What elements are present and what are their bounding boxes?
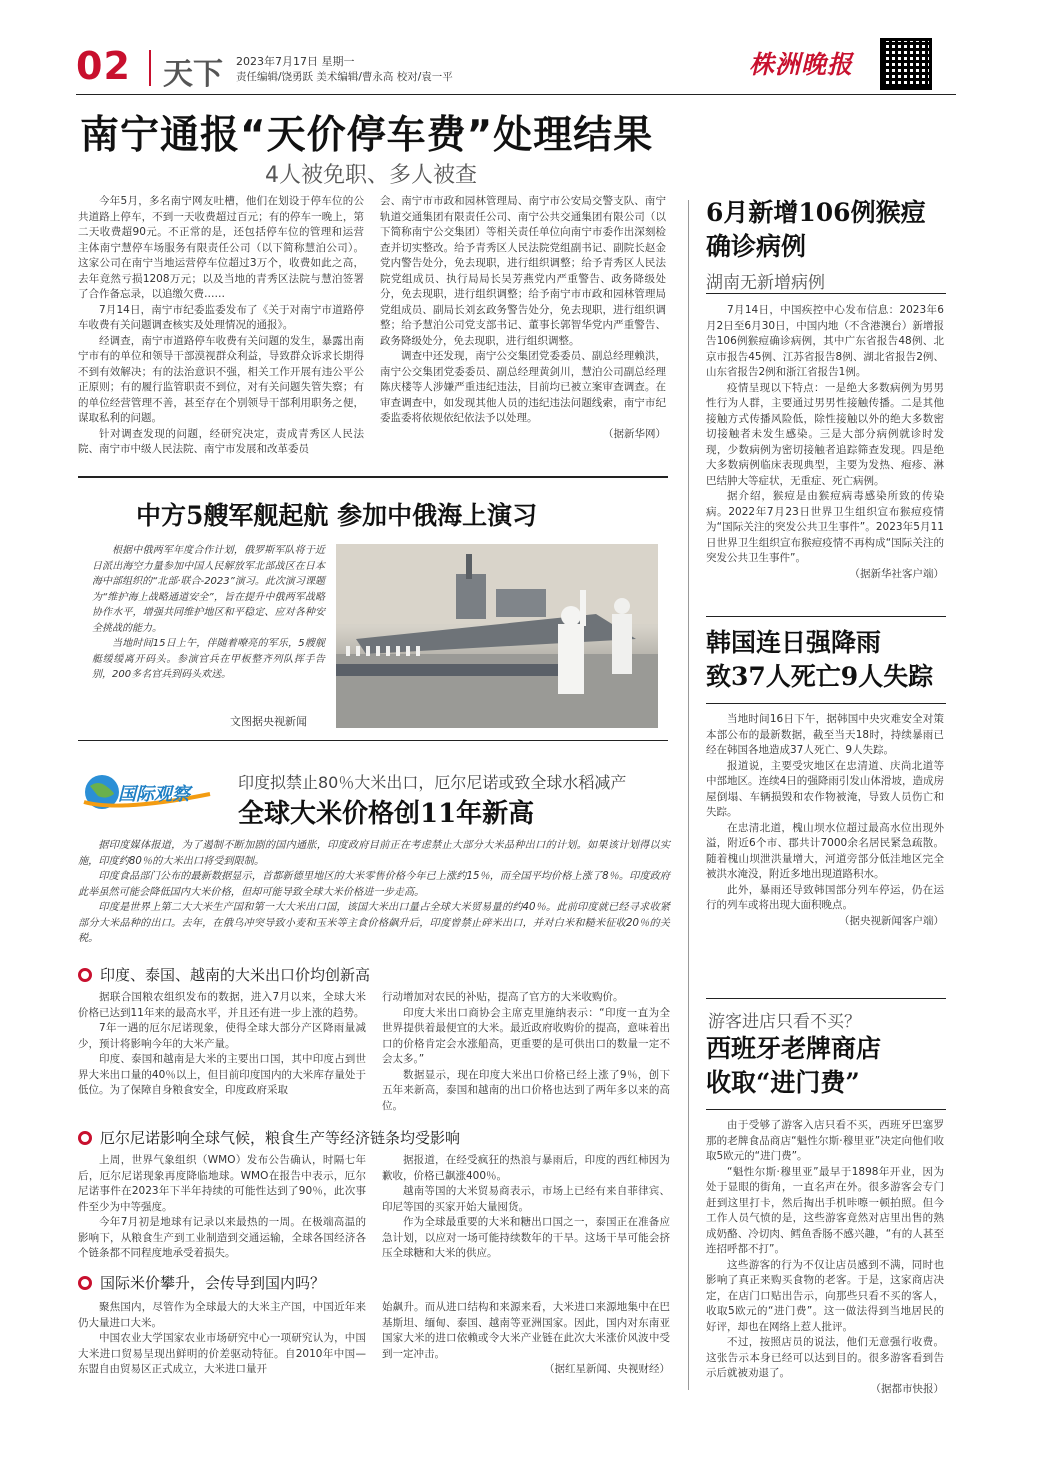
warship-body xyxy=(92,543,325,683)
badge-label: 国际观察 xyxy=(118,784,190,805)
rice-subheading-text: 国际米价攀升，会传导到国内吗？ xyxy=(100,1274,326,1292)
lead-source: （据新华网） xyxy=(603,427,666,440)
korea-paragraph: 报道说，主要受灾地区在忠清道、庆尚北道等中部地区。连续4日的强降雨引发山体滑坡，造成房屋倒塌、车辆损毁和农作物被淹，导致人员伤亡和失踪。 xyxy=(706,759,944,818)
rule xyxy=(706,998,946,999)
rice-paragraph: 行动增加对农民的补贴，提高了官方的大米收购价。 xyxy=(382,991,624,1003)
warship-title: 中方5艘军舰起航 参加中俄海上演习 xyxy=(136,501,538,530)
monkeypox-body xyxy=(706,303,944,582)
lead-paragraph: 经调查，南宁市道路停车收费有关问题的发生，暴露出南宁市有的单位和领导干部漠视群众利益，导致群众诉求长期得不到有效解决；有的法治意识不强，相关工作开展有违公平公正原则；有的履行监管职责不到位，对有关问题失管失察；有的单位经营管理不善，甚至存在个别领导干部利用职务之便，谋取私利的问题。 xyxy=(78,334,364,424)
monkeypox-paragraph: 疫情呈现以下特点：一是绝大多数病例为男男性行为人群，主要通过男男性接触传播。二是其他接触方式传播风险低，除性接触以外的绝大多数密切接触者未发生感染。三是大部分病例就诊时发现，少数病例为密切接触者追踪筛查发现。四是绝大多数病例临床表现典型，主要为发热、疱疹、淋巴结肿大等症状，无重症、死亡病例。 xyxy=(706,381,944,487)
spain-paragraph: “魁性尔斯·穆里亚”最早于1898年开业，因为处于显眼的街角，一直名声在外。很多游客会专门赶到这里打卡，然后掏出手机咔嚓一顿拍照。但今工作人员气愤的是，这些游客竟然对店里出售的熟成奶酪、冷切肉、鳕鱼香肠不感兴趣，“有的人甚至连招呼都不打”。 xyxy=(706,1165,944,1255)
rice-intro-paragraph: 印度食品部门公布的最新数据显示，首都新德里地区的大米零售价格今年已上涨约15％，而全国平均价格上涨了8％。印度政府此举虽然可能会降低国内大米价格，但却可能导致全球大米价格进一步走高。 xyxy=(78,871,670,898)
qr-code xyxy=(880,38,932,90)
bullet-icon xyxy=(78,1276,92,1290)
rice-s2-left xyxy=(78,1153,366,1262)
korea-body xyxy=(706,712,944,929)
rice-subheading-text: 印度、泰国、越南的大米出口价均创新高 xyxy=(100,966,371,984)
korea-paragraph: 当地时间16日下午，据韩国中央灾难安全对策本部公布的最新数据，截至当天18时，持续暴雨已经在韩国各地造成37人死亡、9人失踪。 xyxy=(706,713,944,756)
rule xyxy=(706,293,946,294)
monkeypox-subtitle: 湖南无新增病例 xyxy=(706,273,825,293)
rice-s1-right xyxy=(382,990,670,1114)
rice-s3-right xyxy=(382,1300,670,1378)
masthead-text: 株洲晚报 xyxy=(748,50,853,79)
page-number: 02 xyxy=(76,44,131,88)
spain-source: （据都市快报） xyxy=(870,1382,944,1395)
rice-source: （据红星新闻、央视财经） xyxy=(544,1363,670,1375)
korea-title xyxy=(706,626,946,694)
rice-paragraph: 作为全球最重要的大米和糖出口国之一，泰国正在准备应急计划，以应对一场可能持续数年的干旱。这场干旱可能会挤压全球糖和大米的供应。 xyxy=(382,1216,670,1259)
korea-title-full: 韩国连日强降雨致37人死亡9人失踪 xyxy=(706,1440,722,1441)
lead-col1 xyxy=(78,194,364,458)
rice-subheading xyxy=(78,964,370,985)
spain-paragraph: 这些游客的行为不仅让店员感到不满，同时也影响了真正来购买食物的老客。于是，这家商店决定，在店门口贴出告示，向那些只看不买的客人，收取5欧元的“进门费”。这一做法得到当地居民的好评，却也在网络上惹人批评。 xyxy=(706,1258,944,1333)
monkeypox-paragraph: 7月14日，中国疾控中心发布信息：2023年6月2日至6月30日，中国内地（不含港澳台）新增报告106例猴痘确诊病例，其中广东省报告48例、北京市报告45例、江苏省报告8例、湖北省报告2例、山东省报告2例和浙江省报告1例。 xyxy=(706,304,944,378)
monkeypox-source: （据新华社客户端） xyxy=(849,567,944,580)
spain-body xyxy=(706,1118,944,1397)
bullet-icon xyxy=(78,968,92,982)
rice-paragraph: 7年一遇的厄尔尼诺现象，使得全球大部分产区降雨量减少，预计将影响今年的大米产量。 xyxy=(78,1022,366,1050)
monkeypox-title-block xyxy=(706,196,946,293)
section-name: 天下 xyxy=(163,57,223,92)
spain-paragraph: 由于受够了游客入店只看不买，西班牙巴塞罗那的老牌食品商店“魁性尔斯·穆里亚”决定向他们收取5欧元的“进门费”。 xyxy=(706,1119,944,1162)
korea-paragraph: 在忠清北道，槐山坝水位超过最高水位出现外溢，附近6个市、郡共计7000余名居民紧急疏散。随着槐山坝泄洪量增大，河道旁部分低洼地区完全被洪水淹没，附近多地出现道路积水。 xyxy=(706,821,944,880)
header-divider xyxy=(149,50,151,86)
warship-paragraph: 根据中俄两军年度合作计划，俄罗斯军队将于近日派出海空力量参加中国人民解放军北部战区在日本海中部组织的“北部·联合-2023”演习。此次演习课题为“维护海上战略通道安全”，旨在提升中俄两军战略协作水平，增强共同维护地区和平稳定、应对各种安全挑战的能力。 xyxy=(92,545,325,634)
monkeypox-title: 6月新增106例猴痘确诊病例 xyxy=(706,198,926,261)
spain-kicker: 游客进店只看不买？ xyxy=(708,1012,861,1032)
rule xyxy=(706,616,946,617)
rule xyxy=(78,740,668,741)
header-date: 2023年7月17日 星期一 xyxy=(236,55,355,68)
warship-photo-credit: 文图据央视新闻 xyxy=(230,715,307,728)
rice-intro-paragraph: 印度是世界上第二大大米生产国和第一大大米出口国，该国大米出口量占全球大米贸易量的约40％。此前印度就已经寻求收紧部分大米品种的出口。去年，在俄乌冲突导致小麦和玉米等主食价格飙升后，印度曾禁止碎米出口，并对白米和糙米征收20％的关税。 xyxy=(78,902,670,944)
rule xyxy=(78,476,668,478)
rice-s3-left xyxy=(78,1300,366,1378)
lead-paragraph: 7月14日，南宁市纪委监委发布了《关于对南宁市道路停车收费有关问题调查核实及处理情况的通报》。 xyxy=(78,303,364,331)
lead-col2 xyxy=(380,194,666,442)
lead-paragraph: 会、南宁市市政和园林管理局、南宁市公安局交警支队、南宁轨道交通集团有限责任公司、南宁公共交通集团有限公司（以下简称南宁公交集团）等相关责任单位向南宁市委作出深刻检查并切实整改。给予青秀区人民法院党组副书记、副院长赵金党内警告处分，免去现职，进行组织调整；给予青秀区人民法院党组成员、执行局局长吴芳燕党内严重警告、政务降级处分，免去现职，进行组织调整；给予南宁市市政和园林管理局党组成员、副局长刘玄政务警告处分，免去现职，进行组织调整；给予慧泊公司党支部书记、董事长郭智华党内严重警告、政务降级处分，免去现职，进行组织调整。 xyxy=(380,195,666,347)
lead-paragraph: 今年5月，多名南宁网友吐槽，他们在划设于停车位的公共道路上停车，不到一天收费超过百元；有的停车一晚上，第二天收费超90元。不正常的是，还包括停车位的管理和运营主体南宁慧停车场服务有限责任公司（以下简称慧泊公司）。这家公司在南宁当地运营停车位超过3万个，收费如此之高，去年竟然亏损1208万元；以及当地的青秀区法院与慧泊签署了合作备忘录，以追缴欠费…… xyxy=(78,195,364,300)
column-divider xyxy=(688,200,689,1390)
rice-subheading xyxy=(78,1127,460,1148)
rice-paragraph: 据联合国粮农组织发布的数据，进入7月以来，全球大米价格已达到11年来的最高水平，并且还有进一步上涨的趋势。 xyxy=(78,991,366,1019)
header-rule xyxy=(76,94,956,95)
rule xyxy=(706,1109,946,1110)
rice-paragraph: 印度大米出口商协会主席克里施纳表示：“印度一直为全世界提供着最便宜的大米。最近政府收购价的提高，意味着出口的价格肯定会水涨船高，更重要的是可供出口的数量一定不会太多。” xyxy=(382,1006,670,1065)
bullet-icon xyxy=(78,1131,92,1145)
rice-paragraph: 越南等国的大米贸易商表示，市场上已经有来自菲律宾、印尼等国的买家开始大量囤货。 xyxy=(382,1185,670,1213)
rice-kicker: 印度拟禁止80％大米出口，厄尔尼诺或致全球水稻减产 xyxy=(238,773,627,792)
warship-photo xyxy=(336,544,658,728)
rice-paragraph: 据报道，在经受疯狂的热浪与暴雨后，印度的西红柿因为歉收，价格已飙涨400％。 xyxy=(382,1154,670,1182)
rice-intro-paragraph: 据印度媒体报道，为了遏制不断加剧的国内通胀，印度政府目前正在考虑禁止大部分大米品种出口的计划。如果该计划得以实施，印度约80％的大米出口将受到限制。 xyxy=(78,840,670,867)
rice-paragraph: 中国农业大学国家农业市场研究中心一项研究认为，中国大米进口贸易呈现出鲜明的价差驱动特征。自2010年中国—东盟自由贸易区正式成立，大米进口量开 xyxy=(78,1332,366,1375)
rice-intro xyxy=(78,838,670,947)
korea-paragraph: 此外，暴雨还导致韩国部分列车停运，仍在运行的列车或将出现大面积晚点。 xyxy=(706,883,944,911)
lead-title: 南宁通报“天价停车费”处理结果 xyxy=(80,113,654,158)
lead-paragraph: 调查中还发现，南宁公交集团党委委员、副总经理赖洪，南宁公交集团党委委员、副总经理黄剑川，慧泊公司副总经理陈庆楼等人涉嫌严重违纪违法，目前均已被立案审查调查。在审查调查中，如发现其他人员的违纪违法问题线索，南宁市纪委监委将依规依纪依法予以处理。 xyxy=(380,350,666,424)
warship-photo-art xyxy=(336,544,658,728)
rice-paragraph: 今年7月初是地球有记录以来最热的一周。在极端高温的影响下，从粮食生产到工业制造到交通运输，全球各国经济各个链条都不同程度地承受着损失。 xyxy=(78,1216,366,1259)
rice-paragraph: 聚焦国内，尽管作为全球最大的大米主产国，中国近年来仍大量进口大米。 xyxy=(78,1301,366,1329)
header-editors: 责任编辑/饶勇跃 美术编辑/曹永高 校对/袁一平 xyxy=(236,71,453,83)
rice-paragraph: 上周，世界气象组织（WMO）发布公告确认，时隔七年后，厄尔尼诺现象再度降临地球。WMO在报告中表示，厄尔尼诺事件在2023年下半年持续的可能性达到了90％，此次事件至少为中等强度。 xyxy=(78,1154,366,1213)
rice-s2-right xyxy=(382,1153,670,1262)
korea-title-line: 致37人死亡9人失踪 xyxy=(706,662,934,691)
rule xyxy=(706,703,946,704)
masthead-logo xyxy=(740,46,862,80)
monkeypox-paragraph: 据介绍，猴痘是由猴痘病毒感染所致的传染病。2022年7月23日世界卫生组织宣布猴痘疫情为“国际关注的突发公共卫生事件”。2023年5月11日世界卫生组织宣布猴痘疫情不再构成“国际关注的突发公共卫生事件”。 xyxy=(706,490,944,564)
lead-subtitle: 4人被免职、多人被查 xyxy=(265,163,477,188)
korea-title-line: 韩国连日强降雨 xyxy=(706,628,882,657)
rice-s1-left xyxy=(78,990,366,1099)
international-badge xyxy=(80,772,216,812)
rice-paragraph: 印度、泰国和越南是大米的主要出口国，其中印度占到世界大米出口量的40％以上，但目前印度国内的大米库存量处于低位。为了保障自身粮食安全，印度政府采取 xyxy=(78,1053,366,1096)
warship-paragraph: 当地时间15日上午，伴随着嘹亮的军乐，5艘舰艇缓缓离开码头。参演官兵在甲板整齐列队挥手告别，200多名官兵到码头欢送。 xyxy=(92,638,325,680)
rice-title: 全球大米价格创11年新高 xyxy=(238,799,535,829)
korea-source: （据央视新闻客户端） xyxy=(839,914,944,927)
rice-subheading xyxy=(78,1272,325,1293)
rice-paragraph: 始飙升。而从进口结构和来源来看，大米进口来源地集中在巴基斯坦、缅甸、泰国、越南等亚洲国家。因此，国内对东南亚国家大米的进口依赖或令大米产业链在此次大米涨价风波中受到一定冲击。 xyxy=(382,1301,670,1360)
spain-title xyxy=(706,1032,946,1100)
spain-title-line: 西班牙老牌商店 xyxy=(706,1034,882,1063)
spain-paragraph: 不过，按照店员的说法，他们无意强行收费。这张告示本身已经可以达到目的。很多游客看到告示后就被劝退了。 xyxy=(706,1336,944,1379)
spain-title-line: 收取“进门费” xyxy=(706,1068,860,1097)
rice-subheading-text: 厄尔尼诺影响全球气候，粮食生产等经济链条均受影响 xyxy=(100,1129,461,1147)
lead-paragraph: 针对调查发现的问题，经研究决定，责成青秀区人民法院、南宁市中级人民法院、南宁市发展和改革委员 xyxy=(78,427,364,455)
rice-paragraph: 数据显示，现在印度大米出口价格已经上涨了9％，创下五年来新高，泰国和越南的出口价格也达到了两年多以来的高位。 xyxy=(382,1068,670,1112)
